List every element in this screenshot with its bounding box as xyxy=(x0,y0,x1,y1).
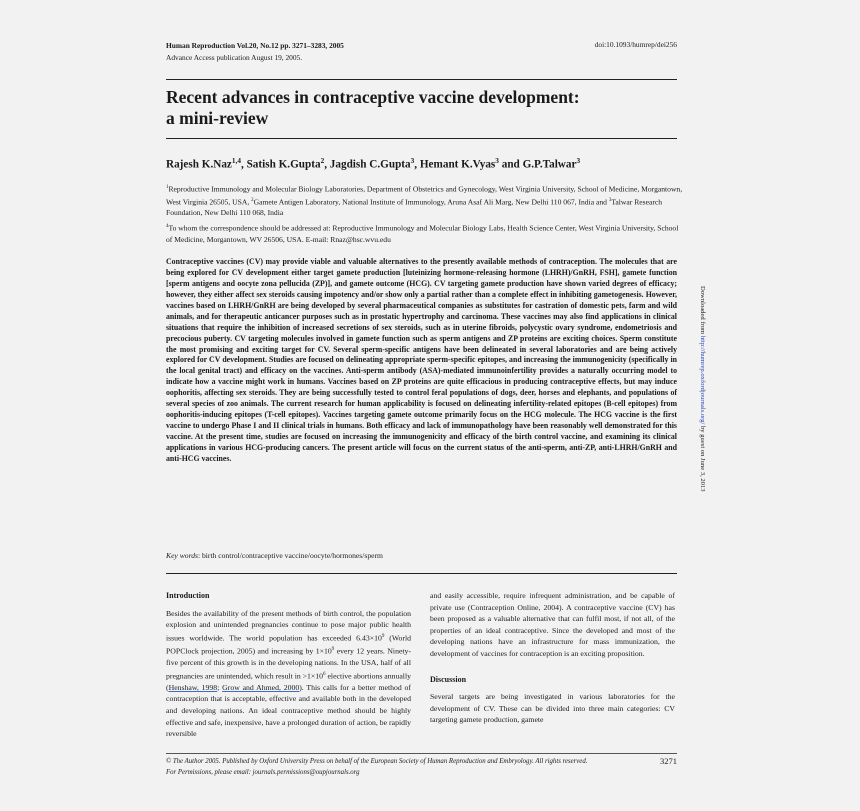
author-separator: , xyxy=(240,158,247,171)
affiliation-1: Reproductive Immunology and Molecular Biology Laboratories, Department of Obstetrics and Gynecology, West Virginia University, School of Medicine, Morgantown, West Virginia 26505, USA, xyxy=(166,184,683,207)
author-affil-marker: 3 xyxy=(410,157,415,165)
text: ; xyxy=(217,682,223,692)
keywords-text: : birth control/contraceptive vaccine/oocyte/hormones/sperm xyxy=(198,551,383,560)
copyright-footer xyxy=(166,756,677,778)
affiliations xyxy=(166,182,686,219)
author-name: Rajesh K.Naz xyxy=(166,158,232,171)
title-top-rule xyxy=(166,79,677,80)
affil-marker: 2 xyxy=(251,197,254,203)
left-column xyxy=(166,590,411,740)
author-name: Jagdish C.Gupta xyxy=(329,158,411,171)
author-name: Hemant K.Vyas xyxy=(419,158,496,171)
keywords xyxy=(166,551,383,560)
affil-marker: 3 xyxy=(608,197,612,203)
page-number: 3271 xyxy=(660,756,677,766)
exponent: 9 xyxy=(381,633,385,639)
author-separator: , xyxy=(414,158,420,171)
affil-marker: 4 xyxy=(166,224,169,229)
author-affil-marker: 3 xyxy=(576,157,581,165)
intro-heading: Introduction xyxy=(166,591,210,600)
text: every 12 years. Ninety-five percent of this growth is in the developing nations. In the USA, half of all pregnancies are unintended, which result in >1×10 xyxy=(166,646,411,681)
correspondence-text: To whom the correspondence should be addressed at: Reproductive Immunology and Molecular Biology Labs, Health Science Center, West Virginia University, School of Medicine, Morgantown, WV 26506, USA. E-mail: Rnaz@hsc.wvu.edu xyxy=(166,223,679,244)
discussion-heading: Discussion xyxy=(430,674,467,684)
abstract-bottom-rule xyxy=(166,573,677,574)
footer-rule xyxy=(166,753,677,754)
text: (World POPClock projection, 2005) and increasing by 1×10 xyxy=(166,633,411,656)
intro-continued: and easily accessible, require infrequent administration, and be capable of private use (Contraception Online, 2004). A contraceptive vaccine (CV) has been proposed as a valuable alternative that can fulfil most, if not all, of the properties of an ideal contraceptive. Since the developed and most of the developing nations have an infrastructure for mass immunization, the development of vaccines for contraception is an exciting proposition. xyxy=(430,591,675,658)
copyright-line: © The Author 2005. Published by Oxford University Press on behalf of the European Society of Human Reproduction and Embryology. All rights reserved. xyxy=(166,758,588,765)
reference-link-grow[interactable]: Grow and Ahmed, 2000 xyxy=(222,682,300,692)
author-separator: , xyxy=(324,158,330,171)
title-line-1: Recent advances in contraceptive vaccine development: xyxy=(166,87,580,107)
affiliation-2: Gamete Antigen Laboratory, National Institute of Immunology, Aruna Asaf Ali Marg, New Delhi 110 067, India and xyxy=(253,197,607,207)
permissions-line: For Permissions, please email: journals.permissions@oupjournals.org xyxy=(166,769,360,776)
author-affil-marker: 1,4 xyxy=(231,157,241,165)
text: elective abortions annually ( xyxy=(166,671,411,692)
journal-header xyxy=(166,40,344,64)
title-line-2: a mini-review xyxy=(166,108,269,128)
author-affil-marker: 2 xyxy=(320,157,325,165)
author-affil-marker: 3 xyxy=(495,157,499,165)
download-watermark xyxy=(699,286,706,492)
affil-marker: 1 xyxy=(166,185,169,190)
intro-paragraph xyxy=(166,608,411,740)
author-list xyxy=(166,157,580,171)
reference-link-henshaw[interactable]: Henshaw, 1998 xyxy=(168,682,218,692)
text: by guest on June 3, 2013 xyxy=(699,424,706,492)
title-bottom-rule xyxy=(166,138,677,139)
keywords-label: Key words xyxy=(166,551,198,560)
exponent: 6 xyxy=(323,671,326,677)
author-name: Satish K.Gupta xyxy=(246,158,321,171)
abstract: Contraceptive vaccines (CV) may provide viable and valuable alternatives to the presently available methods of contraception. The molecules that are being explored for CV development either target gamete production [luteinizing hormone-releasing hormone (LHRH)/GnRH, FSH], gamete function [sperm antigens and oocyte zona pellucida (ZP)], and gamete outcome (HCG). CV targeting gamete production have shown varied degrees of efficacy; however, they either affect sex steroids causing impotency and/or show only a partial rather than a complete effect in inhibiting gametogenesis. However, vaccines based on LHRH/GnRH are being developed by several pharmaceutical companies as substitutes for castration of domestic pets, farm and wild animals, and for therapeutic anticancer purposes such as in prostatic hypertrophy and carcinoma. These vaccines may also find applications in clinical situations that require the inhibition of increased secretions of sex steroids, such as in uterine fibroids, polycystic ovary syndrome, endometriosis and precocious puberty. CV targeting molecules involved in gamete function such as sperm antigens and ZP proteins are exciting choices. Sperm constitute the most promising and exciting target for CV. Several sperm-specific antigens have been delineated in several laboratories and are being actively explored for CV development. Studies are focused on delineating appropriate sperm-specific epitopes, and increasing the immunogenicity (specifically in the local genital tract) and efficacy on the vaccines. Anti-sperm antibody (ASA)-mediated immunoinfertility provides a naturally occurring model to indicate how a vaccine might work in humans. Vaccines based on ZP proteins are quite efficacious in producing contraceptive effects, but may induce oophoritis, affecting sex steroids. They are being successfully tested to control feral populations of dogs, deer, horses and elephants, and populations of several species of zoo animals. The current research for human applicability is focused on delineating infertility-related epitopes (B-cell epitopes) from oophoritis-inducing epitopes (T-cell epitopes). Vaccines targeting gamete outcome primarily focus on the HCG molecule. The HCG vaccine is the first vaccine to undergo Phase I and II clinical trials in humans. Both efficacy and lack of immunopathology have been reasonably well demonstrated for this vaccine. At the present time, studies are focused on increasing the immunogenicity and efficacy of the birth control vaccine, and examining its clinical applications in various HCG-producing cancers. The present article will focus on the current status of the anti-sperm, anti-ZP, anti-LHRH/GnRH and anti-HCG vaccines. xyxy=(166,257,677,463)
correspondence xyxy=(166,221,686,245)
author-separator: and xyxy=(498,158,523,171)
article-title xyxy=(166,87,686,129)
text: ). This calls for a better method of contraception that is acceptable, effective and available both in the developed and developing nations. An ideal contraceptive method should be highly effective and safe, inexpensive, have a prolonged duration of action, be rapidly reversible xyxy=(166,682,412,739)
exponent: 9 xyxy=(331,646,335,652)
download-source-link[interactable]: http://humrep.oxfordjournals.org/ xyxy=(699,335,706,425)
text: Downloaded from xyxy=(699,286,706,336)
text: Besides the availability of the present methods of birth control, the population explosion and unintended pregnancies continue to pose major public health issues worldwide. The world population has exceeded 6.43×10 xyxy=(166,608,411,643)
discussion-paragraph: Several targets are being investigated in various laboratories for the development of CV. These can be divided into three main categories: CV targeting gamete production, gamete xyxy=(430,692,675,725)
right-column xyxy=(430,590,675,726)
affiliation-3: Talwar Research Foundation, New Delhi 110 068, India xyxy=(166,197,663,218)
author-name: G.P.Talwar xyxy=(522,158,577,171)
doi: doi:10.1093/humrep/dei256 xyxy=(594,40,677,49)
journal-citation: Human Reproduction Vol.20, No.12 pp. 3271–3283, 2005 xyxy=(166,41,344,50)
advance-access-note: Advance Access publication August 19, 2005. xyxy=(166,53,303,62)
